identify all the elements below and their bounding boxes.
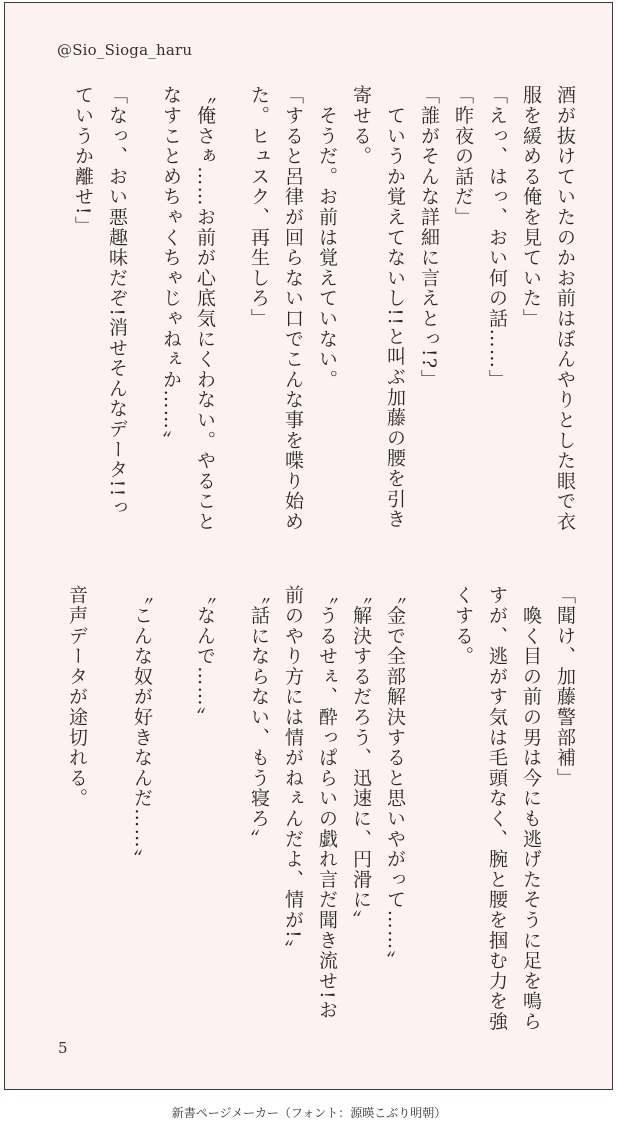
text-column: 〝解決するだろう、迅速に、円滑に〟	[350, 585, 372, 931]
text-column: 寄せる。	[350, 85, 372, 167]
text-column: 酒が抜けていたのかお前はぼんやりとした眼で衣	[554, 85, 576, 532]
text-column: 「なっ、おい悪趣味だぞ!消せそんなデータ!!っ	[106, 85, 128, 518]
text-column: なすことめちゃくちゃじゃねぇか……〟	[160, 85, 182, 451]
text-column: 〝金で全部解決すると思いやがって……〟	[384, 585, 406, 971]
page-number: 5	[58, 1039, 68, 1057]
text-column: 「聞け、加藤警部補」	[554, 585, 576, 788]
text-column: そうだ。お前は覚えていない。	[316, 85, 338, 390]
text-column: 服を緩める俺を見ていた」	[520, 85, 542, 329]
manuscript-page	[4, 2, 613, 1090]
text-column: 〝こんな奴が好きなんだ……〟	[131, 585, 153, 870]
text-column: 「誰がそんな詳細に言えとっ!?」	[418, 85, 440, 390]
footer-credit: 新書ページメーカー（フォント：源暎こぶり明朝）	[171, 1106, 447, 1120]
text-column: くする。	[452, 585, 474, 667]
text-column: 喚く目の前の男は今にも逃げたそうに足を鳴ら	[520, 585, 542, 1032]
text-column: 前のやり方には情がねぇんだよ、情が!〟	[282, 585, 304, 960]
text-column: 「えっ、はっ、おい何の話……」	[486, 85, 508, 390]
text-column: ていうか離せ!」	[72, 85, 94, 237]
text-column: 〝なんで……〟	[194, 585, 216, 728]
text-column: ていうか覚えてないし!!と叫ぶ加藤の腰を引き	[384, 85, 406, 530]
text-column: 〝うるせぇ、酔っぱらいの戯れ言だ聞き流せ!お	[316, 585, 338, 1021]
text-column: 「すると呂律が回らない口でこんな事を喋り始め	[282, 85, 304, 532]
text-column: 〝俺さぁ……お前が心底気にくわない。やること	[194, 85, 216, 532]
text-column: 〝話にならない、もう寝ろ〟	[248, 585, 270, 849]
author-handle: @Sio_Sioga_haru	[57, 41, 193, 59]
text-column: た。ヒュスク、再生しろ」	[248, 85, 270, 329]
text-column: すが、逃がす気は毛頭なく、腕と腰を掴む力を強	[486, 585, 508, 1032]
text-column: 「昨夜の話だ」	[452, 85, 474, 228]
text-column: 音声データが途切れる。	[66, 585, 88, 809]
